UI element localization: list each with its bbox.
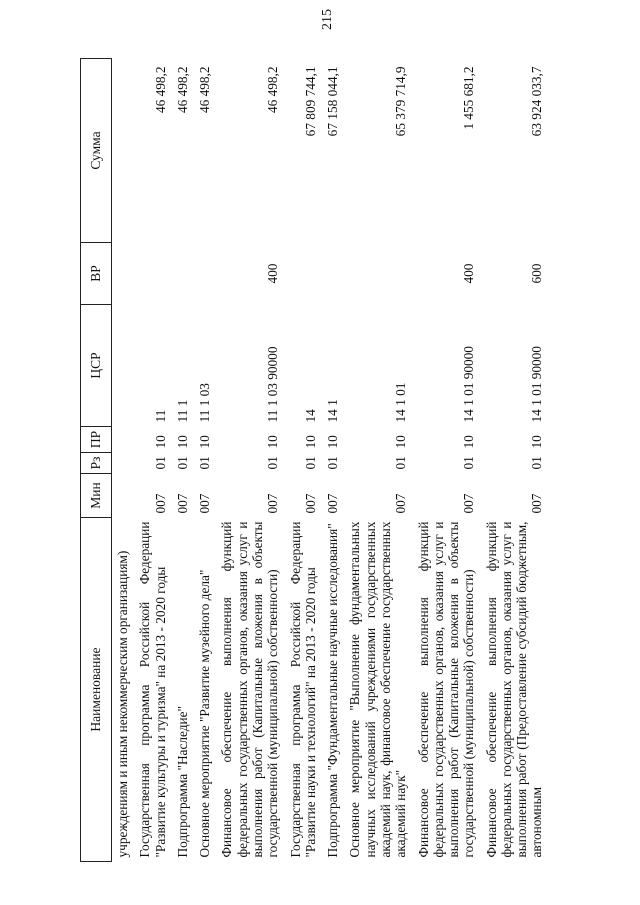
cell-sum: 46 498,2 bbox=[152, 66, 168, 114]
cell-csr: 14 1 bbox=[325, 399, 341, 423]
cell-sum: 46 498,2 bbox=[197, 66, 213, 114]
cell-sum: 46 498,2 bbox=[174, 66, 190, 114]
cell-csr: 14 bbox=[302, 409, 318, 423]
cell-rz: 01 bbox=[461, 456, 477, 470]
cell-rz: 01 bbox=[302, 456, 318, 470]
cell-name: Финансовое обеспечение выполнения функций федеральных государственных органов, оказания услуг и выполнения работ (Капитальные вложения в объекты государственной (муниципальной) собственности) bbox=[415, 521, 477, 858]
table-header bbox=[81, 59, 112, 862]
column-header-name: Наименование bbox=[81, 518, 112, 862]
cell-pr: 10 bbox=[197, 435, 213, 449]
cell-min bbox=[112, 474, 135, 518]
column-header-min: Мин bbox=[81, 474, 112, 518]
cell-vr bbox=[134, 243, 172, 305]
cell-rz: 01 bbox=[152, 456, 168, 470]
cell-pr: 10 bbox=[265, 435, 281, 449]
cell-sum: 1 455 681,2 bbox=[461, 66, 477, 130]
cell-pr: 10 bbox=[152, 435, 168, 449]
cell-vr: 600 bbox=[529, 263, 545, 284]
column-header-sum: Сумма bbox=[81, 59, 112, 243]
cell-min: 007 bbox=[302, 493, 318, 514]
cell-min: 007 bbox=[393, 493, 409, 514]
table-row bbox=[216, 59, 284, 862]
table-row bbox=[134, 59, 172, 862]
table-row bbox=[194, 59, 216, 862]
cell-rz: 01 bbox=[265, 456, 281, 470]
cell-pr: 10 bbox=[393, 435, 409, 449]
cell-csr: 11 bbox=[152, 409, 168, 423]
cell-name: Государственная программа Российской Федерации "Развитие культуры и туризма" на 2013 - 2020 годы bbox=[137, 521, 168, 858]
cell-csr: 11 1 03 90000 bbox=[265, 346, 281, 423]
cell-name: учреждениям и иным некоммерческим организациям) bbox=[115, 550, 130, 858]
cell-csr: 14 1 01 90000 bbox=[461, 346, 477, 423]
cell-csr: 14 1 01 bbox=[393, 382, 409, 423]
column-header-pr: ПР bbox=[81, 427, 112, 453]
page-number: 215 bbox=[320, 9, 335, 30]
cell-csr: 11 1 bbox=[174, 399, 190, 423]
column-header-vr: ВР bbox=[81, 243, 112, 305]
cell-vr bbox=[344, 243, 412, 305]
cell-rz: 01 bbox=[197, 456, 213, 470]
cell-csr: 14 1 01 90000 bbox=[529, 346, 545, 423]
cell-min: 007 bbox=[265, 493, 281, 514]
cell-vr bbox=[194, 243, 216, 305]
cell-rz: 01 bbox=[174, 456, 190, 470]
table-row bbox=[112, 59, 135, 862]
cell-sum: 67 158 044,1 bbox=[325, 66, 341, 137]
cell-pr: 10 bbox=[174, 435, 190, 449]
cell-vr: 400 bbox=[265, 263, 281, 284]
cell-vr bbox=[285, 243, 323, 305]
cell-rz: 01 bbox=[529, 456, 545, 470]
cell-csr bbox=[112, 305, 135, 427]
cell-sum: 46 498,2 bbox=[265, 66, 281, 114]
cell-sum: 65 379 714,9 bbox=[393, 66, 409, 137]
cell-pr: 10 bbox=[461, 435, 477, 449]
cell-rz: 01 bbox=[393, 456, 409, 470]
cell-pr: 10 bbox=[325, 435, 341, 449]
cell-min: 007 bbox=[197, 493, 213, 514]
cell-name: Финансовое обеспечение выполнения функций федеральных государственных органов, оказания услуг и выполнения работ (Капитальные вложения в объекты государственной (муниципальной) собственности) bbox=[219, 521, 281, 858]
cell-vr bbox=[112, 243, 135, 305]
column-header-rz: Рз bbox=[81, 453, 112, 474]
table-row bbox=[285, 59, 323, 862]
cell-min: 007 bbox=[461, 493, 477, 514]
table-row bbox=[413, 59, 481, 862]
cell-pr bbox=[112, 427, 135, 453]
cell-sum: 63 924 033,7 bbox=[529, 66, 545, 137]
table-row bbox=[322, 59, 344, 862]
cell-name: Финансовое обеспечение выполнения функций федеральных государственных органов, оказания услуг и выполнения работ (Предоставление субсидий бюджетным, автономным bbox=[483, 521, 545, 858]
cell-rz bbox=[112, 453, 135, 474]
budget-table-sheet bbox=[80, 59, 620, 862]
cell-min: 007 bbox=[152, 493, 168, 514]
cell-name: Основное мероприятие "Выполнение фундаментальных научных исследований учреждениями государственных академий наук, финансовое обеспечение государственных академий наук" bbox=[347, 521, 409, 858]
cell-min: 007 bbox=[325, 493, 341, 514]
table-row bbox=[172, 59, 194, 862]
cell-sum: 67 809 744,1 bbox=[302, 66, 318, 137]
cell-name: Государственная программа Российской Федерации "Развитие науки и технологий" на 2013 - 2020 годы bbox=[287, 521, 318, 858]
table-body bbox=[112, 59, 549, 862]
cell-name: Подпрограмма "Фундаментальные научные исследования" bbox=[325, 523, 341, 858]
table-row bbox=[344, 59, 412, 862]
cell-sum bbox=[112, 59, 135, 243]
column-header-csr: ЦСР bbox=[81, 305, 112, 427]
cell-pr: 10 bbox=[529, 435, 545, 449]
cell-min: 007 bbox=[529, 493, 545, 514]
cell-rz: 01 bbox=[325, 456, 341, 470]
cell-name: Основное мероприятие "Развитие музейного дела" bbox=[197, 569, 213, 858]
cell-csr: 11 1 03 bbox=[197, 383, 213, 423]
cell-vr: 400 bbox=[461, 263, 477, 284]
cell-vr bbox=[172, 243, 194, 305]
cell-min: 007 bbox=[174, 493, 190, 514]
table-row bbox=[481, 59, 549, 862]
cell-name: Подпрограмма "Наследие" bbox=[174, 706, 190, 858]
cell-vr bbox=[322, 243, 344, 305]
budget-table bbox=[80, 58, 549, 862]
cell-pr: 10 bbox=[302, 435, 318, 449]
